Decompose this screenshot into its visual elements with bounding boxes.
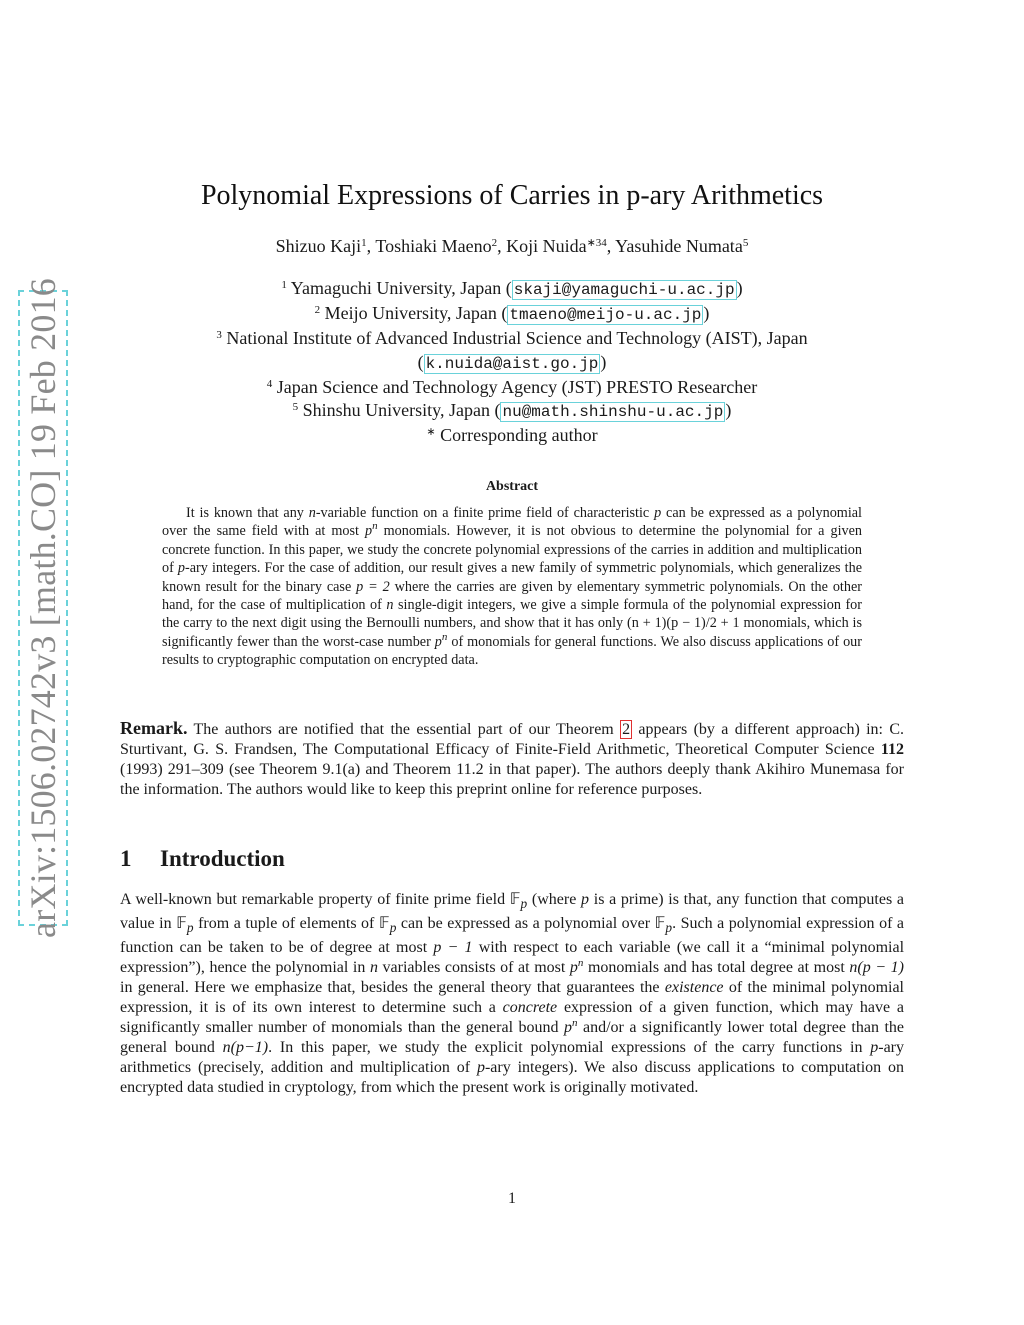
section-title: Introduction <box>160 846 285 871</box>
monomial-count-formula: (n + 1)(p − 1)/2 + 1 <box>627 615 740 632</box>
author-affiliation-mark: 5 <box>742 237 749 249</box>
arxiv-identifier-text: arXiv:1506.02742v3 [math.CO] 19 Feb 2016 <box>23 278 63 938</box>
affiliation-list <box>0 277 1024 447</box>
affiliation-5: $^5$ Shinshu University, Japan ( nu@math.shinshu-u.ac.jp ) <box>292 400 732 422</box>
theorem-reference-link[interactable]: 2 <box>622 721 631 738</box>
email-link[interactable]: k.nuida@aist.go.jp <box>425 354 599 373</box>
introduction-paragraph: A well-known but remarkable property of finite prime field 𝔽$_p$ (where p is a prime) is that, any function that computes a value in 𝔽$_p$ from a tuple of elements of 𝔽$_p$ can be expressed as a polynomial over 𝔽$_p$. Such a polynomial expression of a function can be taken to be of degree at most p − 1 with respect to each variable (we call it a “minimal polynomial expression”), hence the polynomial in n variables consists of at most $p^n$ monomials and has total degree at most n(p − 1) in general. Here we emphasize that, besides the general theory that guarantees the existence of the minimal polynomial expression, it is of its own interest to determine such a concrete expression of a given function, which may have a significantly smaller number of monomials than the general bound $p^n$ and/or a significantly lower total degree than the general bound n(p−1). In this paper, we study the explicit polynomial expressions of the carry functions in p-ary arithmetics (precisely, addition and multiplication of p-ary integers). We also discuss applications to computation on encrypted data studied in cryptology, from which the present work is originally motivated. <box>120 891 905 1097</box>
author-name: Yasuhide Numata <box>615 236 743 256</box>
affiliation-1: $^1$ Yamaguchi University, Japan ( skaji@yamaguchi-u.ac.jp ) <box>281 278 743 299</box>
corresponding-author-note: ∗ Corresponding author <box>426 425 598 446</box>
journal-volume: 112 <box>880 741 904 758</box>
email-link[interactable]: nu@math.shinshu-u.ac.jp <box>502 403 724 422</box>
remark-heading: Remark. <box>120 718 188 738</box>
remark-paragraph: Remark. The authors are notified that the essential part of our Theorem 2 appears (by a different approach) in: C. Sturtivant, G. S. Frandsen, The Computational Efficacy of Finite-Field Arithmetic, Theoretical Computer Science 112 (1993) 291–309 (see Theorem 9.1(a) and Theorem 11.2 in that paper). The authors deeply thank Akihiro Munemasa for the information. The authors would like to keep this preprint online for reference purposes. <box>120 718 904 798</box>
email-link[interactable]: skaji@yamaguchi-u.ac.jp <box>513 281 735 299</box>
section-number: 1 <box>120 846 132 871</box>
author-name: Koji Nuida <box>506 236 587 256</box>
author-affiliation-mark: ∗34 <box>586 237 607 249</box>
abstract-heading: Abstract <box>485 479 539 494</box>
author-name: Toshiaki Maeno <box>375 236 492 256</box>
section-heading <box>120 846 285 872</box>
email-link[interactable]: tmaeno@meijo-u.ac.jp <box>509 306 702 325</box>
author-name: Shizuo Kaji <box>275 236 362 256</box>
author-affiliation-mark: 2 <box>491 237 498 249</box>
paper-title: Polynomial Expressions of Carries in p-ary Arithmetics <box>200 180 824 211</box>
affiliation-4: $^4$ Japan Science and Technology Agency (JST) PRESTO Researcher <box>266 376 758 397</box>
page-number: 1 <box>508 1190 516 1207</box>
affiliation-3: $^3$ National Institute of Advanced Industrial Science and Technology (AIST), Japan <box>216 328 808 349</box>
affiliation-2: $^2$ Meijo University, Japan ( tmaeno@meijo-u.ac.jp ) <box>314 303 710 325</box>
author-list: Shizuo Kaji$^1$, Toshiaki Maeno$^2$, Koji Nuida$^{∗34}$, Yasuhide Numata$^5$ <box>275 236 749 256</box>
abstract-body: It is known that any n-variable function on a finite prime field of characteristic p can be expressed as a polynomial over the same field with at most $p^n$ monomials. However, it is not obvious to determine the polynomial for a given concrete function. In this paper, we study the concrete polynomial expressions of the carries in addition and multiplication of p-ary integers. For the case of addition, our result gives a new family of symmetric polynomials, which generalizes the known result for the binary case p = 2 where the carries are given by elementary symmetric polynomials. On the other hand, for the case of multiplication of n single-digit integers, we give a simple formula of the polynomial expression for the carry to the next digit using the Bernoulli numbers, and show that it has only (n + 1)(p − 1)/2 + 1 monomials, which is significantly fewer than the worst-case number $p^n$ of monomials for general functions. We also discuss applications of our results to cryptographic computation on encrypted data. <box>162 505 863 669</box>
affiliation-3-email-line: ( k.nuida@aist.go.jp ) <box>417 351 607 373</box>
author-affiliation-mark: 1 <box>361 237 367 249</box>
